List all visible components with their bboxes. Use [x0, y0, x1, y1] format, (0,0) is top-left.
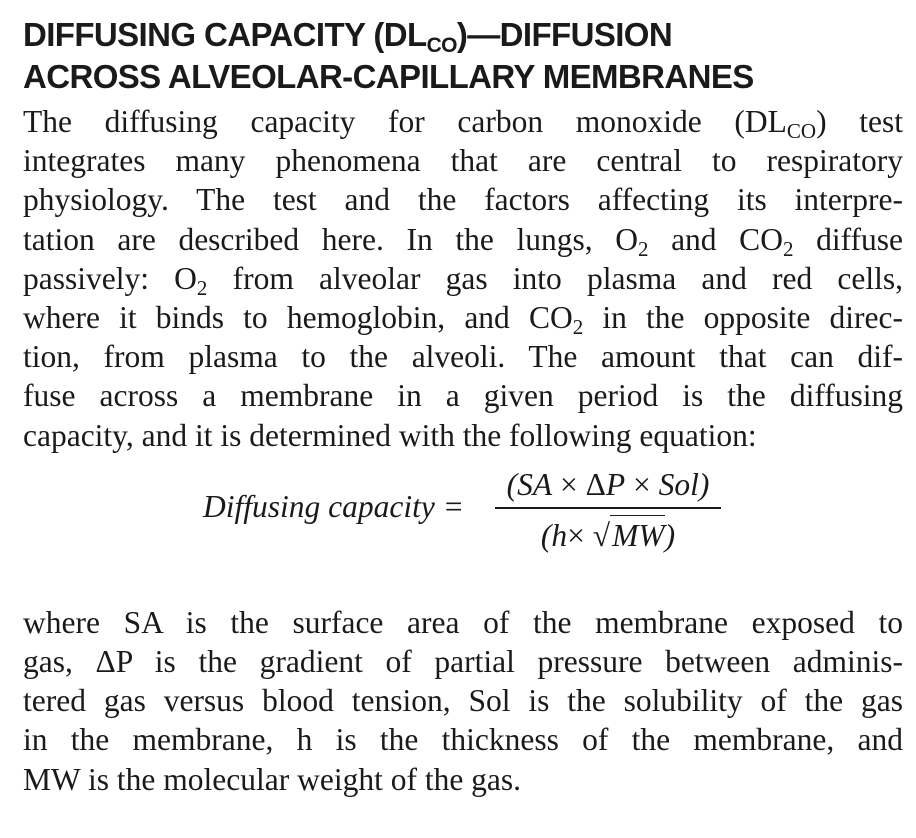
equation-fraction — [495, 465, 721, 556]
heading-line-1: DIFFUSING CAPACITY $(DL_{CO})—DIFFUSION$ — [23, 16, 673, 57]
paragraph-line: The diffusing capacity for carbon monoxide $(DL_{CO})$ test — [23, 104, 903, 143]
paragraph-line: capacity, and it is determined with the following equation: — [23, 417, 757, 453]
document-page — [23, 14, 903, 799]
paragraph-line: tered gas versus blood tension, Sol is the solubility of the gas — [23, 683, 903, 719]
equation-denominator: (h× √MW) — [495, 515, 721, 556]
equation-numerator: (SA × ΔP × Sol) — [506, 466, 710, 502]
paragraph-line: gas, ΔP is the gradient of partial pressure between adminis- — [23, 644, 903, 680]
definitions-paragraph — [23, 603, 903, 799]
section-heading — [23, 14, 903, 98]
fraction-bar — [495, 507, 721, 509]
paragraph-line: fuse across a membrane in a given period is the diffusing — [23, 378, 903, 414]
paragraph-line: passively: $O_2$ from alveolar gas into plasma and red cells, — [23, 260, 904, 300]
paragraph-line: physiology. The test and the factors affecting its interpre- — [23, 182, 903, 218]
paragraph-line: tion, from plasma to the alveoli. The amount that can dif- — [23, 339, 903, 375]
paragraph-line: where it binds to hemoglobin, and $CO_2$ in the opposite direc- — [23, 300, 903, 340]
intro-paragraph — [23, 102, 903, 455]
paragraph-line: MW is the molecular weight of the gas. — [23, 761, 522, 797]
paragraph-line: integrates many phenomena that are central to respiratory — [23, 143, 903, 179]
diffusing-capacity-equation — [23, 465, 903, 583]
paragraph-line: where SA is the surface area of the membrane exposed to — [23, 604, 903, 640]
equation-lhs: Diffusing capacity = — [203, 488, 464, 524]
paragraph-line: in the membrane, h is the thickness of the membrane, and — [23, 722, 903, 758]
paragraph-line: tation are described here. In the lungs, $O_2$ and $CO_2$ diffuse — [23, 221, 903, 261]
heading-line-2: ACROSS ALVEOLAR-CAPILLARY MEMBRANES — [23, 58, 754, 95]
sqrt-radicand: MW — [610, 515, 664, 556]
